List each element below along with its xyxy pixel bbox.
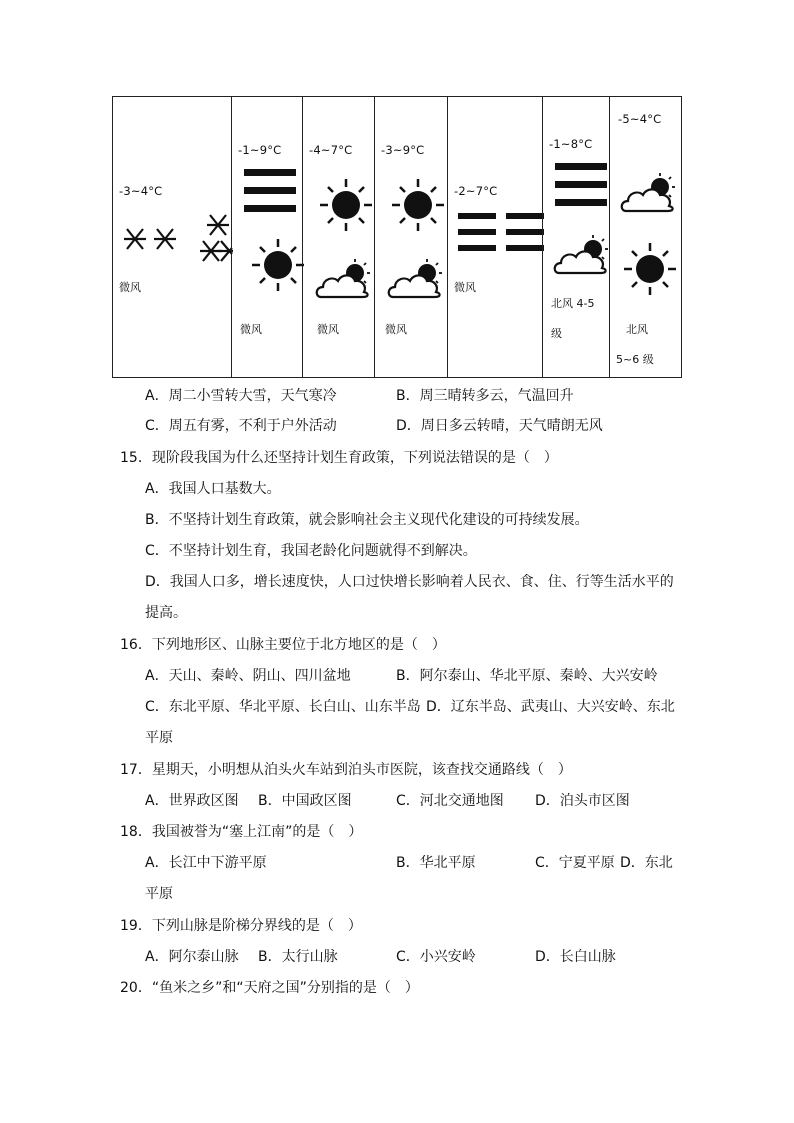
fog-icon xyxy=(244,169,296,221)
temperature-range: -5~4°C xyxy=(618,112,662,126)
q14-option-a: A．周二小雪转大雪，天气寒冷 xyxy=(145,388,337,404)
q16-option-c: C．东北平原、华北平原、长白山、山东半岛 xyxy=(145,699,421,715)
weather-forecast-table xyxy=(112,96,682,378)
weather-day-3 xyxy=(302,97,374,377)
wind-label: 微风 xyxy=(119,281,141,294)
q16-option-a: A．天山、秦岭、阴山、四川盆地 xyxy=(145,668,351,684)
snow-icon xyxy=(121,207,236,267)
partly-cloudy-icon xyxy=(553,235,615,277)
wind-label: 北风 4-5 xyxy=(551,297,595,310)
weather-day-4 xyxy=(374,97,447,377)
q16-stem: 16．下列地形区、山脉主要位于北方地区的是（ ） xyxy=(120,637,446,653)
wind-label: 微风 xyxy=(385,323,407,336)
q19-option-d: D．长白山脉 xyxy=(535,949,616,965)
partly-cloudy-icon xyxy=(620,173,684,215)
q15-option-c: C．不坚持计划生育，我国老龄化问题就得不到解决。 xyxy=(145,543,477,559)
q18-option-a: A．长江中下游平原 xyxy=(145,855,267,871)
q18-option-c: C．宁夏平原 xyxy=(535,855,615,871)
q17-option-a: A．世界政区图 xyxy=(145,793,239,809)
sun-icon xyxy=(622,241,678,297)
q18-option-b: B．华北平原 xyxy=(396,855,476,871)
partly-cloudy-icon xyxy=(387,259,449,301)
weather-day-2 xyxy=(231,97,302,377)
temperature-range: -4~7°C xyxy=(309,143,353,157)
q14-option-d: D．周日多云转晴，天气晴朗无风 xyxy=(396,418,603,434)
temperature-range: -2~7°C xyxy=(454,184,498,198)
q15-option-b: B．不坚持计划生育政策，就会影响社会主义现代化建设的可持续发展。 xyxy=(145,512,589,528)
q18-option-d: D．东北 xyxy=(620,855,673,871)
q19-option-c: C．小兴安岭 xyxy=(396,949,476,965)
q19-stem: 19．下列山脉是阶梯分界线的是（ ） xyxy=(120,918,362,934)
sun-icon xyxy=(250,237,306,293)
wind-level-label: 级 xyxy=(551,327,562,340)
q17-option-c: C．河北交通地图 xyxy=(396,793,504,809)
q20-stem: 20．“鱼米之乡”和“天府之国”分别指的是（ ） xyxy=(120,980,419,996)
q16-option-d-cont: 平原 xyxy=(145,730,173,746)
temperature-range: -3~4°C xyxy=(119,184,163,198)
q16-option-b: B．阿尔泰山、华北平原、秦岭、大兴安岭 xyxy=(396,668,658,684)
fog-icon xyxy=(555,163,607,215)
q15-stem: 15．现阶段我国为什么还坚持计划生育政策，下列说法错误的是（ ） xyxy=(120,450,558,466)
weather-day-6 xyxy=(542,97,609,377)
q14-option-c: C．周五有雾，不利于户外活动 xyxy=(145,418,337,434)
sun-icon xyxy=(390,177,446,233)
fog-icon xyxy=(458,213,544,259)
q17-option-d: D．泊头市区图 xyxy=(535,793,630,809)
weather-day-1 xyxy=(113,97,231,377)
wind-label: 北风 xyxy=(626,323,648,336)
q19-option-b: B．太行山脉 xyxy=(258,949,338,965)
q18-option-d-cont: 平原 xyxy=(145,886,173,902)
weather-day-5 xyxy=(447,97,542,377)
wind-level-label: 5~6 级 xyxy=(616,353,654,366)
q16-option-d: D．辽东半岛、武夷山、大兴安岭、东北 xyxy=(426,699,675,715)
q19-option-a: A．阿尔泰山脉 xyxy=(145,949,239,965)
q15-option-d: D．我国人口多，增长速度快，人口过快增长影响着人民衣、食、住、行等生活水平的 xyxy=(145,574,674,590)
q14-option-b: B．周三晴转多云，气温回升 xyxy=(396,388,574,404)
temperature-range: -3~9°C xyxy=(381,143,425,157)
sun-icon xyxy=(318,177,374,233)
q18-stem: 18．我国被誉为“塞上江南”的是（ ） xyxy=(120,824,363,840)
weather-day-7 xyxy=(609,97,683,377)
temperature-range: -1~8°C xyxy=(549,137,593,151)
q17-stem: 17．星期天，小明想从泊头火车站到泊头市医院，该查找交通路线（ ） xyxy=(120,762,572,778)
q17-option-b: B．中国政区图 xyxy=(258,793,352,809)
wind-label: 微风 xyxy=(240,323,262,336)
temperature-range: -1~9°C xyxy=(238,143,282,157)
q15-option-a: A．我国人口基数大。 xyxy=(145,481,281,497)
wind-label: 微风 xyxy=(317,323,339,336)
q15-option-d-cont: 提高。 xyxy=(145,605,187,621)
partly-cloudy-icon xyxy=(315,259,377,301)
wind-label: 微风 xyxy=(454,281,476,294)
